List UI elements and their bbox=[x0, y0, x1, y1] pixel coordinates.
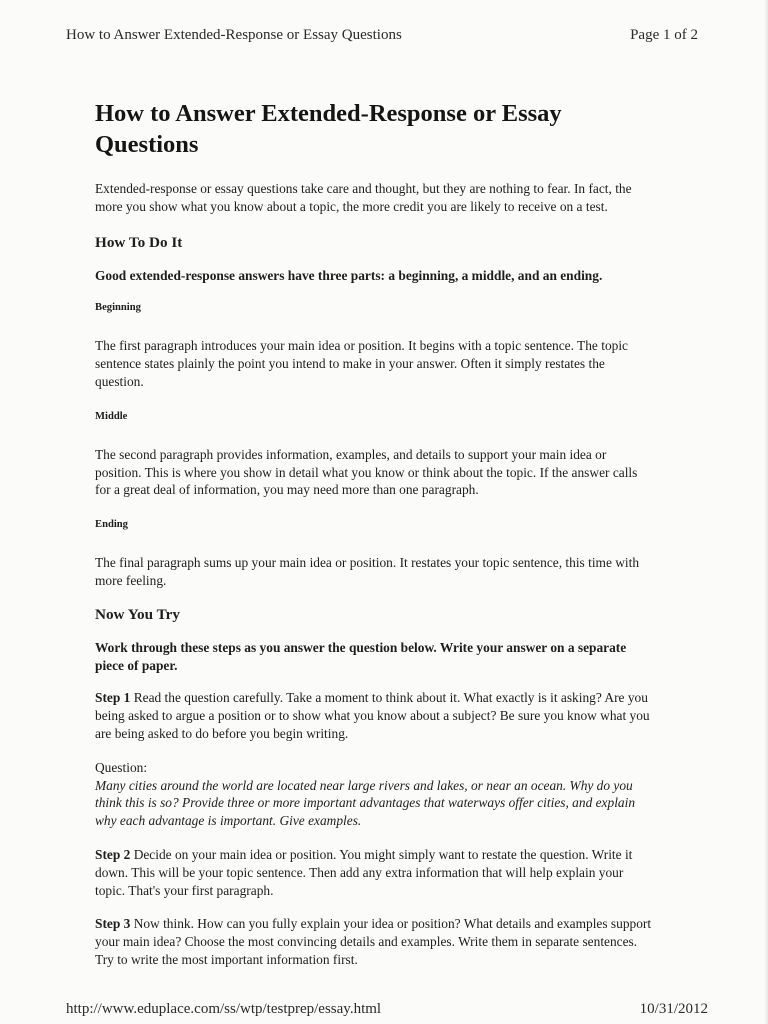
step-3 bbox=[95, 915, 655, 968]
how-to-lead: Good extended-response answers have three parts: a beginning, a middle, and an ending. bbox=[95, 267, 603, 283]
document-title: How to Answer Extended-Response or Essay Questions bbox=[95, 100, 562, 158]
middle-paragraph: The second paragraph provides information, examples, and details to support your main idea or position. This is where you show in detail what you know or think about the topic. If the answer calls for a great deal of information, you may need more than one paragraph. bbox=[95, 446, 638, 498]
print-header-title: How to Answer Extended-Response or Essay Questions bbox=[66, 27, 402, 43]
beginning-heading: Beginning bbox=[95, 302, 141, 314]
scan-edge bbox=[764, 0, 768, 1024]
print-footer-date: 10/31/2012 bbox=[639, 1001, 708, 1017]
print-footer-url: http://www.eduplace.com/ss/wtp/testprep/essay.html bbox=[66, 1001, 382, 1017]
step-1-text: Read the question carefully. Take a moment to think about it. What exactly is it asking? Are you being asked to argue a position or to show what you know about a subject? Be sure you know what you are being asked to do before you begin writing. bbox=[95, 690, 650, 741]
step-1-label: Step 1 bbox=[95, 690, 131, 706]
intro-paragraph: Extended-response or essay questions take care and thought, but they are nothing to fear. In fact, the more you show what you know about a topic, the more credit you are likely to receive on a test. bbox=[95, 181, 632, 214]
step-2 bbox=[95, 846, 655, 899]
step-3-label: Step 3 bbox=[95, 916, 131, 932]
question-label: Question: bbox=[95, 759, 148, 775]
beginning-paragraph: The first paragraph introduces your main idea or position. It begins with a topic sentence. The topic sentence states plainly the point you intend to make in your answer. Often it simply restates the question. bbox=[95, 338, 628, 389]
now-you-try-heading: Now You Try bbox=[95, 605, 180, 623]
print-header-page-number: Page 1 of 2 bbox=[630, 27, 698, 43]
question-text: Many cities around the world are located near large rivers and lakes, or near an ocean. Why do you think this is so? Provide three or more important advantages that waterways offer cities, and explain why each advantage is important. Give examples. bbox=[95, 777, 636, 829]
document-body bbox=[95, 98, 655, 985]
ending-heading: Ending bbox=[95, 519, 128, 531]
step-3-text: Now think. How can you fully explain your idea or position? What details and examples support your main idea? Choose the most convincing details and examples. Write them in separate sentences. Try to write the most important information first. bbox=[95, 916, 652, 967]
step-1 bbox=[95, 689, 655, 742]
step-2-text: Decide on your main idea or position. You might simply want to restate the question. Write it down. This will be your topic sentence. Then add any extra information that will help explain your topic. That's your first paragraph. bbox=[95, 846, 633, 898]
middle-heading: Middle bbox=[95, 410, 128, 422]
how-to-heading: How To Do It bbox=[95, 233, 183, 251]
now-you-try-lead: Work through these steps as you answer the question below. Write your answer on a separate piece of paper. bbox=[95, 639, 627, 673]
ending-paragraph: The final paragraph sums up your main idea or position. It restates your topic sentence, this time with more feeling. bbox=[95, 555, 640, 588]
step-2-label: Step 2 bbox=[95, 846, 131, 862]
